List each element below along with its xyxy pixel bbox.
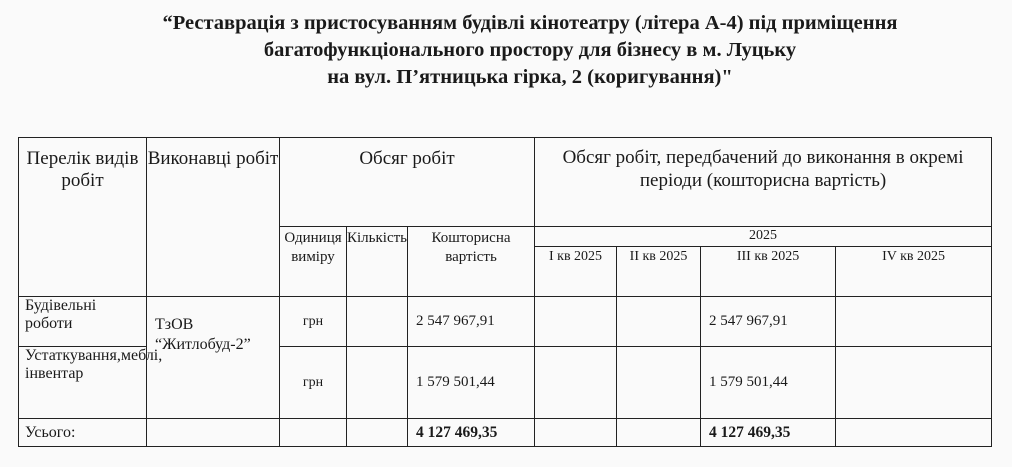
work-schedule-table [18,137,992,447]
header-quarter-1: I кв 2025 [535,247,617,297]
row-cost: 2 547 967,91 [408,297,535,347]
row-q2 [617,297,701,347]
header-year: 2025 [535,227,992,247]
row-work-name: Будівельні роботи [19,297,147,347]
table-row-total [19,419,992,447]
row-q2 [617,347,701,419]
title-line-3: на вул. П’ятницька гірка, 2 (коригування)" [327,66,733,88]
header-quarter-4: IV кв 2025 [836,247,992,297]
row-quantity [347,297,408,347]
table-row [19,297,992,347]
header-unit: Одиниця виміру [280,227,347,297]
total-unit-cell [280,419,347,447]
header-quarter-2: II кв 2025 [617,247,701,297]
row-q3: 1 579 501,44 [701,347,836,419]
total-q1 [535,419,617,447]
row-quantity [347,347,408,419]
header-quarter-3: III кв 2025 [701,247,836,297]
header-works-list: Перелік видів робіт [19,138,147,297]
total-quantity-cell [347,419,408,447]
total-contractor-cell [147,419,280,447]
header-estimated-cost: Кошторисна вартість [408,227,535,297]
header-planned-periods: Обсяг робіт, передбачений до виконання в окремі періоди (кошторисна вартість) [535,138,992,227]
total-label: Усього: [19,419,147,447]
row-cost: 1 579 501,44 [408,347,535,419]
row-q1 [535,347,617,419]
row-q3: 2 547 967,91 [701,297,836,347]
header-volume: Обсяг робіт [280,138,535,227]
row-q4 [836,347,992,419]
row-unit: грн [280,347,347,419]
row-unit: грн [280,297,347,347]
total-cost: 4 127 469,35 [408,419,535,447]
total-q4 [836,419,992,447]
contractor-name: ТзОВ “Житлобуд-2” [147,297,280,419]
total-q3: 4 127 469,35 [701,419,836,447]
row-q4 [836,297,992,347]
document-title [60,10,1000,91]
title-line-1: “Реставрація з пристосуванням будівлі кінотеатру (літера А-4) під приміщення [162,12,898,34]
row-q1 [535,297,617,347]
title-line-2: багатофункціонального простору для бізнесу в м. Луцьку [263,39,797,61]
header-contractors: Виконавці робіт [147,138,280,297]
row-work-name: Устаткування,меблі, інвентар [19,347,147,419]
header-quantity: Кількість [347,227,408,297]
total-q2 [617,419,701,447]
